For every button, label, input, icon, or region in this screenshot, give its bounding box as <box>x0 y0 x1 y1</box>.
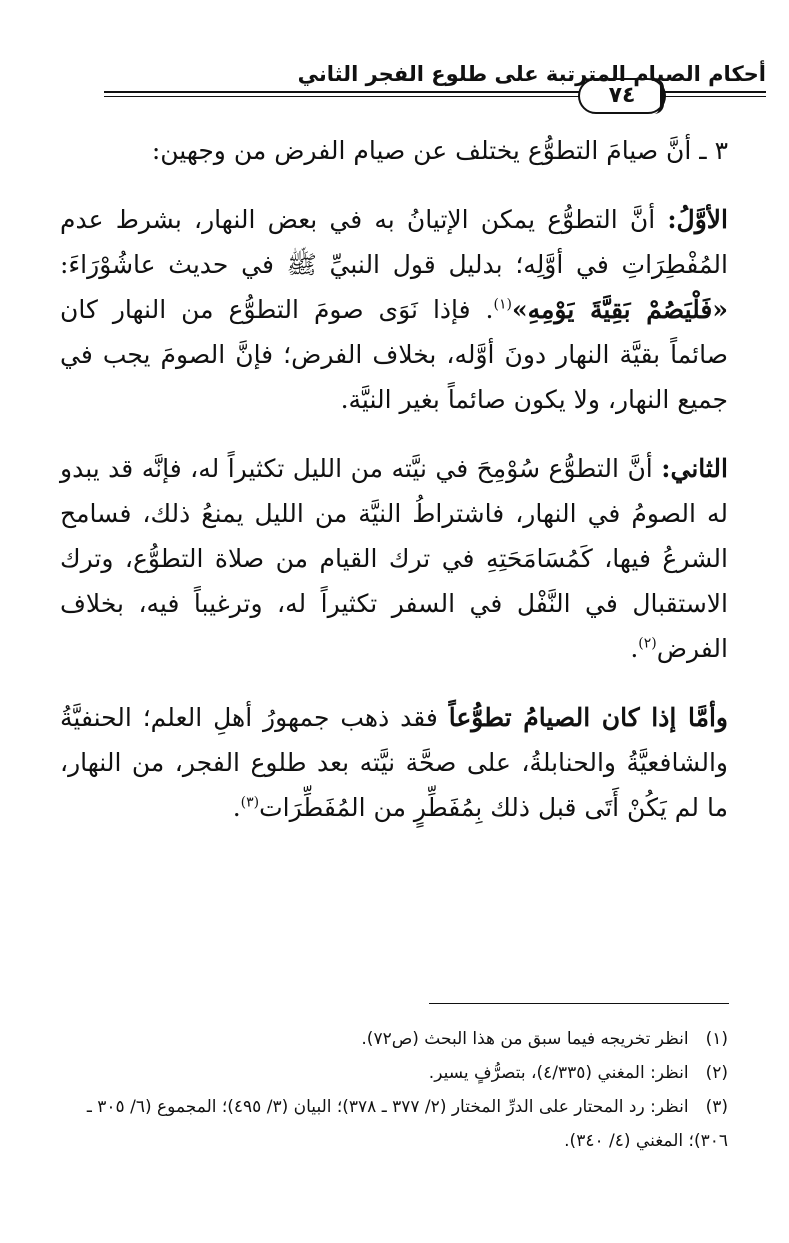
paragraph-end: . <box>232 793 241 822</box>
footnote-separator <box>429 1003 729 1004</box>
page-number: ٧٤ <box>578 78 666 114</box>
paragraph-1: ٣ ـ أنَّ صيامَ التطوُّع يختلف عن صيام الفرض من وجهين: <box>151 136 728 165</box>
paragraph-lead: الأوَّلُ: <box>667 205 728 234</box>
footnotes <box>60 1022 728 1158</box>
body-text <box>60 128 728 830</box>
hadith-quote: «فَلْيَصُمْ بَقِيَّةَ يَوْمِهِ» <box>511 295 728 324</box>
paragraph-4 <box>60 695 728 830</box>
footnote-number: (٢) <box>705 1063 728 1083</box>
paragraph-text: فقد ذهب جمهورُ أهلِ العلم؛ الحنفيَّةُ والشافعيَّةُ والحنابلةُ، على صحَّة نيَّته بعد طلوع الفجر، من النهار، ما لم يَكُنْ أَتَى قبل ذلك بِمُفَطِّرٍ من المُفَطِّرَات <box>60 703 728 822</box>
paragraph-lead: الثاني: <box>661 454 728 483</box>
paragraph-lead: وأمَّا إذا كان الصيامُ تطوُّعاً <box>448 703 728 732</box>
footnote-3 <box>60 1090 728 1158</box>
footnote-ref-3[interactable]: (٣) <box>240 794 260 811</box>
paragraph-2 <box>60 197 728 422</box>
paragraph-text: أنَّ التطوُّع سُوْمِحَ في نيَّته من الليل تكثيراً له، فإنَّه قد يبدو له الصومُ في النهار، فاشتراطُ النيَّة من الليل يمنعُ ذلك، فسامح الشرعُ فيها، كَمُسَامَحَتِهِ في ترك القيام من صلاة التطوُّع، وترك الاستقبال في النَّفْل في السفر تكثيراً له، وترغيباً فيه، بخلاف الفرض <box>60 454 728 663</box>
footnote-number: (٣) <box>705 1097 728 1117</box>
footnote-ref-2[interactable]: (٢) <box>638 635 657 652</box>
paragraph-3 <box>60 446 728 671</box>
paragraph-end: . <box>630 634 639 663</box>
header-rule <box>670 96 766 97</box>
footnote-number: (١) <box>705 1029 728 1049</box>
header-rule <box>104 91 766 93</box>
footnote-1 <box>60 1022 728 1056</box>
paragraph-text: . فإذا نَوَى صومَ التطوُّع من النهار كان صائماً بقيَّة النهار دونَ أوَّله، بخلاف الفرض؛ فإنَّ الصومَ يجب في جميع النهار، ولا يكون صائماً بغير النيَّة. <box>60 295 728 414</box>
paragraph-text: أنَّ التطوُّع يمكن الإتيانُ به في بعض النهار، بشرط عدم المُفْطِرَاتِ في أوَّلِه؛ بدليل قول النبيِّ ﷺ في حديث عاشُوْرَاءَ: <box>60 205 728 279</box>
footnote-text: انظر تخريجه فيما سبق من هذا البحث (ص٧٢). <box>361 1029 689 1049</box>
footnote-text: انظر: رد المحتار على الدرِّ المختار (٢/ ٣٧٧ ـ ٣٧٨)؛ البيان (٣/ ٤٩٥)؛ المجموع (٦/ ٣٠٥ ـ ٣٠٦)؛ المغني (٤/ ٣٤٠). <box>86 1097 728 1151</box>
footnote-2 <box>60 1056 728 1090</box>
footnote-text: انظر: المغني (٤/٣٣٥)، بتصرُّفٍ يسير. <box>428 1063 689 1083</box>
running-title: أحكام الصيام المترتبة على طلوع الفجر الثاني <box>297 62 766 86</box>
header-rule <box>104 96 766 97</box>
footnote-ref-1[interactable]: (١) <box>493 296 512 313</box>
header-rule <box>670 91 766 93</box>
running-header <box>30 58 766 120</box>
